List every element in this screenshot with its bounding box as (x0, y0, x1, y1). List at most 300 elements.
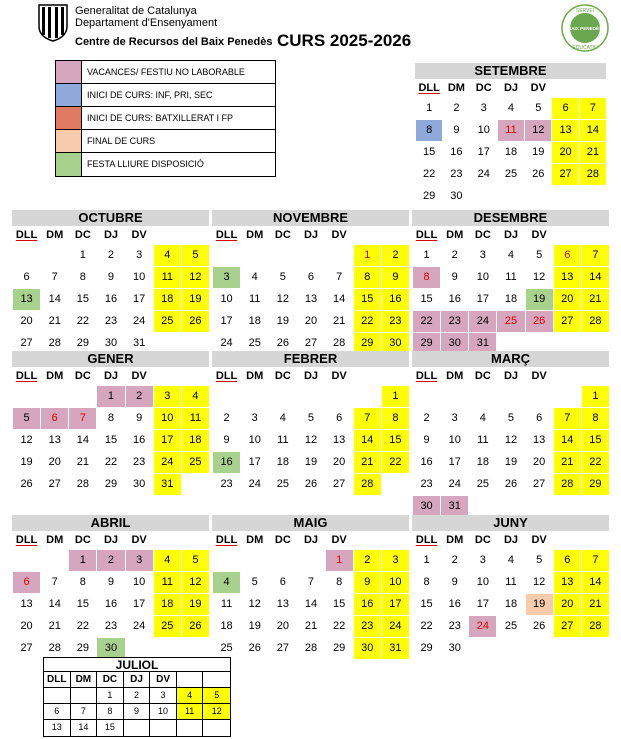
day-cell (268, 386, 296, 408)
day-cell: 5 (268, 267, 296, 289)
day-cell: 31 (440, 496, 468, 518)
day-cell: 14 (71, 720, 98, 736)
day-cell: 10 (240, 430, 268, 452)
day-cell: 30 (381, 333, 409, 355)
day-cell (268, 550, 296, 572)
day-cell (212, 386, 240, 408)
weekday-header (203, 672, 230, 688)
day-cell: 18 (268, 452, 296, 474)
day-cell: 4 (177, 688, 204, 704)
day-cell: 11 (177, 704, 204, 720)
day-cell: 8 (581, 408, 609, 430)
day-cell: 10 (125, 572, 153, 594)
day-cell: 22 (325, 616, 353, 638)
day-cell (525, 638, 553, 660)
day-cell: 4 (496, 550, 524, 572)
weekday-header: DC (468, 531, 496, 550)
day-cell (553, 638, 581, 660)
day-cell: 16 (96, 594, 124, 616)
day-cell: 2 (412, 408, 440, 430)
day-cell: 27 (12, 333, 40, 355)
day-cell: 18 (212, 616, 240, 638)
day-cell: 29 (68, 638, 96, 660)
day-cell: 7 (40, 267, 68, 289)
day-cell: 15 (97, 720, 124, 736)
day-cell: 28 (553, 474, 581, 496)
day-cell: 17 (470, 142, 497, 164)
weekday-header: DLL (212, 367, 240, 386)
day-cell: 17 (468, 289, 496, 311)
month-grid (212, 367, 409, 496)
day-cell (412, 386, 440, 408)
month-grid (12, 226, 209, 355)
day-cell: 15 (68, 289, 96, 311)
weekday-header: DM (440, 531, 468, 550)
month-title: MARÇ (412, 351, 609, 367)
month-maig (212, 515, 409, 660)
day-cell: 8 (412, 572, 440, 594)
day-cell: 26 (12, 474, 40, 496)
day-cell: 23 (96, 311, 124, 333)
day-cell: 20 (12, 311, 40, 333)
day-cell: 16 (442, 142, 469, 164)
day-cell: 27 (296, 333, 324, 355)
day-cell: 17 (125, 289, 153, 311)
day-cell: 9 (412, 430, 440, 452)
day-cell: 12 (525, 267, 553, 289)
day-cell: 30 (412, 496, 440, 518)
day-cell: 16 (440, 594, 468, 616)
day-cell: 10 (468, 572, 496, 594)
weekday-header: DV (525, 226, 553, 245)
day-cell: 22 (581, 452, 609, 474)
day-cell: 25 (496, 616, 524, 638)
day-cell: 24 (125, 311, 153, 333)
day-cell (525, 386, 553, 408)
day-cell: 22 (353, 311, 381, 333)
weekday-header (381, 226, 409, 245)
day-cell: 4 (181, 386, 209, 408)
day-cell: 19 (296, 452, 324, 474)
day-cell: 4 (496, 245, 524, 267)
legend (55, 60, 276, 177)
weekday-header: DV (125, 531, 153, 550)
day-cell: 9 (440, 267, 468, 289)
day-cell: 17 (212, 311, 240, 333)
weekday-header: DM (40, 367, 68, 386)
day-cell: 7 (581, 245, 609, 267)
day-cell: 21 (296, 616, 324, 638)
day-cell: 4 (212, 572, 240, 594)
day-cell: 14 (579, 120, 606, 142)
day-cell: 25 (497, 164, 524, 186)
day-cell: 14 (553, 430, 581, 452)
weekday-header: DLL (12, 531, 40, 550)
day-cell: 22 (412, 616, 440, 638)
day-cell: 29 (68, 333, 96, 355)
servei-educatiu-seal-icon (560, 3, 610, 53)
day-cell: 4 (153, 550, 181, 572)
day-cell: 10 (153, 408, 181, 430)
day-cell: 7 (553, 408, 581, 430)
day-cell: 3 (468, 550, 496, 572)
weekday-header: DM (40, 531, 68, 550)
month-setembre (415, 63, 606, 208)
day-cell: 21 (581, 594, 609, 616)
month-title: SETEMBRE (415, 63, 606, 79)
day-cell: 13 (296, 289, 324, 311)
day-cell: 1 (581, 386, 609, 408)
day-cell: 20 (268, 616, 296, 638)
day-cell: 13 (268, 594, 296, 616)
day-cell: 30 (125, 474, 153, 496)
day-cell: 10 (440, 430, 468, 452)
day-cell: 19 (524, 142, 551, 164)
weekday-header: DV (325, 367, 353, 386)
day-cell (553, 386, 581, 408)
day-cell: 4 (497, 98, 524, 120)
day-cell: 21 (579, 142, 606, 164)
day-cell: 11 (497, 120, 524, 142)
day-cell: 2 (96, 245, 124, 267)
day-cell: 5 (496, 408, 524, 430)
weekday-header: DM (71, 672, 98, 688)
month-title: FEBRER (212, 351, 409, 367)
day-cell: 25 (468, 474, 496, 496)
day-cell: 8 (353, 267, 381, 289)
weekday-header: DLL (212, 531, 240, 550)
day-cell: 30 (353, 638, 381, 660)
day-cell: 6 (44, 704, 71, 720)
day-cell: 24 (468, 311, 496, 333)
day-cell: 4 (268, 408, 296, 430)
day-cell: 6 (525, 408, 553, 430)
day-cell: 15 (96, 430, 124, 452)
day-cell: 2 (381, 245, 409, 267)
day-cell: 26 (496, 474, 524, 496)
day-cell: 28 (40, 333, 68, 355)
day-cell: 7 (296, 572, 324, 594)
day-cell: 3 (212, 267, 240, 289)
day-cell: 30 (440, 638, 468, 660)
day-cell: 5 (203, 688, 230, 704)
weekday-header: DM (240, 367, 268, 386)
day-cell: 16 (381, 289, 409, 311)
day-cell: 25 (153, 311, 181, 333)
month-grid (12, 531, 209, 660)
day-cell: 7 (325, 267, 353, 289)
weekday-header: DJ (96, 226, 124, 245)
day-cell: 2 (442, 98, 469, 120)
weekday-header: DC (268, 367, 296, 386)
day-cell (40, 245, 68, 267)
weekday-header (177, 672, 204, 688)
day-cell (177, 720, 204, 736)
day-cell: 10 (212, 289, 240, 311)
weekday-header: DV (525, 367, 553, 386)
day-cell: 19 (525, 594, 553, 616)
weekday-header (181, 531, 209, 550)
weekday-header: DM (440, 367, 468, 386)
month-novembre (212, 210, 409, 355)
weekday-header: DLL (415, 79, 442, 98)
day-cell: 9 (96, 267, 124, 289)
month-title: OCTUBRE (12, 210, 209, 226)
day-cell (381, 474, 409, 496)
day-cell: 11 (468, 430, 496, 452)
weekday-header: DJ (296, 226, 324, 245)
day-cell: 6 (296, 267, 324, 289)
month-title: JULIOL (44, 658, 230, 672)
legend-item (56, 153, 275, 176)
weekday-header (153, 367, 181, 386)
day-cell: 3 (150, 688, 177, 704)
weekday-header (551, 79, 578, 98)
day-cell: 28 (40, 638, 68, 660)
month-title: NOVEMBRE (212, 210, 409, 226)
day-cell: 12 (181, 267, 209, 289)
day-cell: 14 (40, 289, 68, 311)
day-cell: 21 (40, 616, 68, 638)
day-cell: 23 (381, 311, 409, 333)
month-title: DESEMBRE (412, 210, 609, 226)
day-cell: 28 (579, 164, 606, 186)
weekday-header: DC (268, 531, 296, 550)
day-cell: 19 (181, 289, 209, 311)
weekday-header: DJ (497, 79, 524, 98)
day-cell: 3 (381, 550, 409, 572)
day-cell: 6 (553, 550, 581, 572)
day-cell (212, 245, 240, 267)
day-cell: 21 (581, 289, 609, 311)
day-cell: 8 (415, 120, 442, 142)
weekday-header: DC (97, 672, 124, 688)
day-cell: 27 (40, 474, 68, 496)
day-cell: 9 (442, 120, 469, 142)
day-cell: 7 (353, 408, 381, 430)
day-cell: 29 (353, 333, 381, 355)
day-cell (496, 386, 524, 408)
weekday-header: DLL (12, 226, 40, 245)
weekday-header (553, 531, 581, 550)
day-cell: 24 (125, 616, 153, 638)
day-cell: 29 (581, 474, 609, 496)
weekday-header: DC (68, 367, 96, 386)
day-cell: 16 (412, 452, 440, 474)
day-cell: 19 (240, 616, 268, 638)
weekday-header (353, 531, 381, 550)
day-cell: 22 (68, 311, 96, 333)
day-cell: 14 (68, 430, 96, 452)
day-cell (12, 550, 40, 572)
day-cell: 14 (581, 572, 609, 594)
day-cell: 24 (468, 616, 496, 638)
day-cell: 15 (68, 594, 96, 616)
day-cell (497, 186, 524, 208)
day-cell: 4 (153, 245, 181, 267)
day-cell: 19 (181, 594, 209, 616)
day-cell: 2 (212, 408, 240, 430)
day-cell (240, 386, 268, 408)
day-cell (71, 688, 98, 704)
legend-item (56, 61, 275, 84)
weekday-header: DV (125, 226, 153, 245)
day-cell: 27 (553, 311, 581, 333)
day-cell: 21 (553, 452, 581, 474)
day-cell: 4 (468, 408, 496, 430)
day-cell: 31 (153, 474, 181, 496)
day-cell: 12 (12, 430, 40, 452)
day-cell: 27 (553, 616, 581, 638)
day-cell: 23 (440, 311, 468, 333)
day-cell: 25 (212, 638, 240, 660)
day-cell: 12 (524, 120, 551, 142)
day-cell: 22 (96, 452, 124, 474)
day-cell: 2 (440, 550, 468, 572)
day-cell: 21 (325, 311, 353, 333)
day-cell: 10 (125, 267, 153, 289)
weekday-header: DLL (44, 672, 71, 688)
day-cell: 24 (153, 452, 181, 474)
month-abril (12, 515, 209, 660)
day-cell (551, 186, 578, 208)
legend-item (56, 130, 275, 153)
weekday-header: DV (524, 79, 551, 98)
day-cell: 20 (551, 142, 578, 164)
day-cell: 20 (553, 594, 581, 616)
legend-label: INICI DE CURS: BATXILLERAT I FP (87, 113, 234, 123)
weekday-header (381, 367, 409, 386)
day-cell: 18 (153, 289, 181, 311)
day-cell: 2 (125, 386, 153, 408)
weekday-header: DJ (496, 367, 524, 386)
day-cell: 25 (153, 616, 181, 638)
day-cell (524, 186, 551, 208)
day-cell: 16 (353, 594, 381, 616)
day-cell: 10 (468, 267, 496, 289)
day-cell (468, 386, 496, 408)
day-cell: 18 (497, 142, 524, 164)
weekday-header (581, 367, 609, 386)
day-cell: 22 (412, 311, 440, 333)
day-cell: 14 (581, 267, 609, 289)
day-cell: 11 (181, 408, 209, 430)
day-cell: 17 (125, 594, 153, 616)
weekday-header (553, 226, 581, 245)
day-cell: 9 (125, 408, 153, 430)
day-cell: 30 (442, 186, 469, 208)
org-line-2: Departament d'Ensenyament (75, 17, 218, 29)
day-cell: 8 (381, 408, 409, 430)
day-cell: 24 (470, 164, 497, 186)
day-cell: 24 (240, 474, 268, 496)
legend-label: INICI DE CURS: INF, PRI, SEC (87, 90, 213, 100)
weekday-header: DM (442, 79, 469, 98)
day-cell: 5 (296, 408, 324, 430)
day-cell: 11 (268, 430, 296, 452)
month-grid (415, 79, 606, 208)
day-cell: 14 (40, 594, 68, 616)
month-grid (212, 226, 409, 355)
day-cell: 23 (212, 474, 240, 496)
day-cell: 18 (468, 452, 496, 474)
day-cell (296, 386, 324, 408)
day-cell: 20 (325, 452, 353, 474)
day-cell: 1 (68, 245, 96, 267)
day-cell (12, 386, 40, 408)
weekday-header: DLL (412, 226, 440, 245)
day-cell: 9 (96, 572, 124, 594)
day-cell (203, 720, 230, 736)
day-cell: 23 (442, 164, 469, 186)
weekday-header: DV (325, 226, 353, 245)
day-cell: 6 (325, 408, 353, 430)
weekday-header: DLL (412, 531, 440, 550)
weekday-header: DM (40, 226, 68, 245)
weekday-header (181, 367, 209, 386)
weekday-header: DJ (296, 531, 324, 550)
day-cell: 5 (181, 550, 209, 572)
day-cell: 7 (581, 550, 609, 572)
month-grid (412, 531, 609, 660)
day-cell: 27 (12, 638, 40, 660)
month-grid (412, 367, 609, 518)
weekday-header (153, 531, 181, 550)
day-cell: 29 (412, 638, 440, 660)
month-title: JUNY (412, 515, 609, 531)
weekday-header: DM (240, 226, 268, 245)
weekday-header: DV (150, 672, 177, 688)
day-cell: 3 (470, 98, 497, 120)
month-grid (44, 672, 230, 736)
day-cell: 11 (496, 267, 524, 289)
day-cell: 23 (353, 616, 381, 638)
day-cell: 31 (381, 638, 409, 660)
day-cell (40, 386, 68, 408)
seal-mid-text: BAIX PENEDÈS (567, 26, 603, 31)
month-grid (412, 226, 609, 355)
day-cell: 30 (440, 333, 468, 355)
day-cell: 3 (125, 245, 153, 267)
day-cell: 28 (68, 474, 96, 496)
day-cell: 24 (212, 333, 240, 355)
day-cell: 18 (181, 430, 209, 452)
day-cell: 3 (440, 408, 468, 430)
day-cell: 19 (525, 289, 553, 311)
day-cell: 28 (581, 311, 609, 333)
day-cell: 18 (496, 289, 524, 311)
legend-label: FESTA LLIURE DISPOSICIÓ (87, 159, 204, 169)
day-cell: 16 (125, 430, 153, 452)
weekday-header: DC (68, 531, 96, 550)
day-cell: 20 (296, 311, 324, 333)
weekday-header: DV (325, 531, 353, 550)
day-cell: 27 (551, 164, 578, 186)
day-cell (212, 550, 240, 572)
day-cell: 12 (240, 594, 268, 616)
day-cell: 12 (496, 430, 524, 452)
day-cell (496, 638, 524, 660)
day-cell: 15 (381, 430, 409, 452)
weekday-header (581, 531, 609, 550)
day-cell: 22 (415, 164, 442, 186)
day-cell (325, 245, 353, 267)
weekday-header (381, 531, 409, 550)
day-cell: 13 (553, 267, 581, 289)
day-cell (468, 638, 496, 660)
day-cell: 9 (440, 572, 468, 594)
weekday-header (181, 226, 209, 245)
